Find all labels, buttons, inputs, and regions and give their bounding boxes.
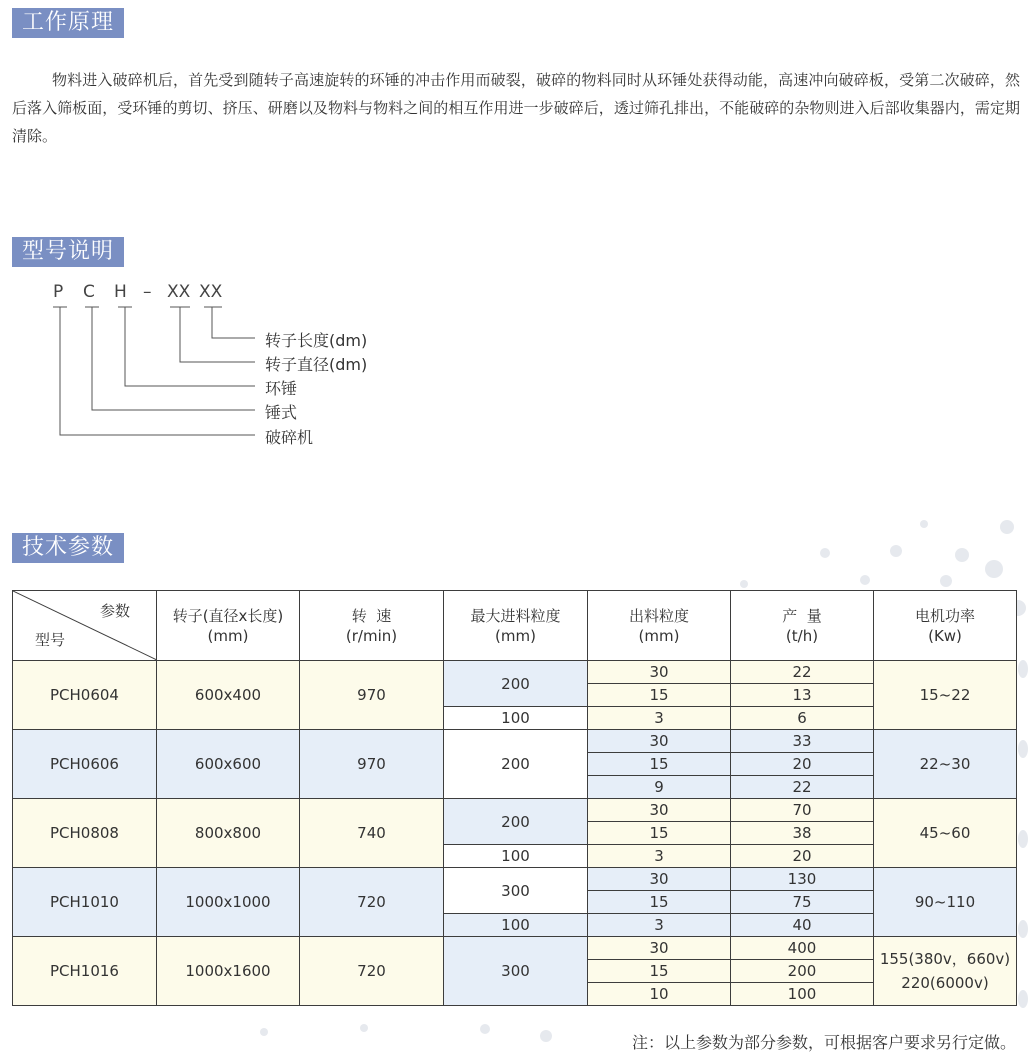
capacity-cell: 20 bbox=[731, 845, 874, 868]
capacity-cell: 200 bbox=[731, 960, 874, 983]
capacity-cell: 20 bbox=[731, 753, 874, 776]
table-header-row bbox=[13, 591, 1017, 661]
feed-cell: 200 bbox=[444, 661, 588, 707]
header-capacity: 产 量 (t/h) bbox=[731, 591, 874, 661]
model-label-ring-hammer: 环锤 bbox=[265, 379, 298, 398]
capacity-cell: 100 bbox=[731, 983, 874, 1006]
capacity-cell: 22 bbox=[731, 661, 874, 684]
header-feed-size: 最大进料粒度 (mm) bbox=[444, 591, 588, 661]
section-title-spec: 技术参数 bbox=[12, 533, 124, 563]
model-label-rotor-length: 转子长度(dm) bbox=[265, 331, 368, 350]
principle-paragraph: 物料进入破碎机后，首先受到随转子高速旋转的环锤的冲击作用而破裂，破碎的物料同时从环锤处获得动能，高速冲向破碎板，受第二次破碎，然后落入筛板面，受环锤的剪切、挤压、研磨以及物料与物料之间的相互作用进一步破碎后，透过筛孔排出，不能破碎的杂物则进入后部收集器内，需定期清除。 bbox=[12, 71, 1020, 145]
output-cell: 3 bbox=[588, 914, 731, 937]
capacity-cell: 38 bbox=[731, 822, 874, 845]
output-cell: 30 bbox=[588, 937, 731, 960]
speed-cell: 720 bbox=[300, 937, 444, 1006]
output-cell: 3 bbox=[588, 845, 731, 868]
output-cell: 15 bbox=[588, 960, 731, 983]
speed-cell: 970 bbox=[300, 730, 444, 799]
model-cell: PCH0606 bbox=[13, 730, 157, 799]
table-row bbox=[13, 730, 1017, 753]
model-label-rotor-diameter: 转子直径(dm) bbox=[265, 355, 368, 374]
capacity-cell: 40 bbox=[731, 914, 874, 937]
header-rotor: 转子(直径x长度) (mm) bbox=[157, 591, 300, 661]
capacity-cell: 6 bbox=[731, 707, 874, 730]
feed-cell: 100 bbox=[444, 845, 588, 868]
rotor-cell: 600x600 bbox=[157, 730, 300, 799]
capacity-cell: 75 bbox=[731, 891, 874, 914]
output-cell: 15 bbox=[588, 822, 731, 845]
output-cell: 9 bbox=[588, 776, 731, 799]
output-cell: 10 bbox=[588, 983, 731, 1006]
output-cell: 30 bbox=[588, 730, 731, 753]
feed-cell: 300 bbox=[444, 937, 588, 1006]
power-cell: 90~110 bbox=[874, 868, 1017, 937]
code-xx-length: XX bbox=[199, 282, 223, 302]
table-row bbox=[13, 937, 1017, 960]
capacity-cell: 13 bbox=[731, 684, 874, 707]
model-cell: PCH1016 bbox=[13, 937, 157, 1006]
model-cell: PCH1010 bbox=[13, 868, 157, 937]
power-value-1: 155(380v，660v) bbox=[879, 950, 1011, 968]
speed-cell: 740 bbox=[300, 799, 444, 868]
header-motor-power: 电机功率 (Kw) bbox=[874, 591, 1017, 661]
capacity-cell: 70 bbox=[731, 799, 874, 822]
capacity-cell: 33 bbox=[731, 730, 874, 753]
output-cell: 30 bbox=[588, 868, 731, 891]
power-cell: 45~60 bbox=[874, 799, 1017, 868]
model-label-crusher: 破碎机 bbox=[265, 428, 314, 447]
model-label-hammer-type: 锤式 bbox=[265, 403, 298, 422]
feed-cell: 200 bbox=[444, 730, 588, 799]
output-cell: 30 bbox=[588, 661, 731, 684]
feed-cell: 200 bbox=[444, 799, 588, 845]
capacity-cell: 400 bbox=[731, 937, 874, 960]
power-value-2: 220(6000v) bbox=[901, 974, 989, 992]
feed-cell: 100 bbox=[444, 707, 588, 730]
code-letter-h: H bbox=[114, 282, 127, 302]
code-letter-p: P bbox=[53, 282, 64, 302]
spec-table bbox=[12, 590, 1017, 1006]
output-cell: 15 bbox=[588, 891, 731, 914]
model-cell: PCH0604 bbox=[13, 661, 157, 730]
power-cell: 22~30 bbox=[874, 730, 1017, 799]
footnote: 注：以上参数为部分参数，可根据客户要求另行定做。 bbox=[631, 1033, 1016, 1052]
speed-cell: 970 bbox=[300, 661, 444, 730]
header-param-label: 参数 bbox=[99, 602, 130, 620]
header-output-size: 出料粒度 (mm) bbox=[588, 591, 731, 661]
table-row bbox=[13, 868, 1017, 891]
code-dash: – bbox=[143, 282, 152, 302]
table-row bbox=[13, 661, 1017, 684]
rotor-cell: 600x400 bbox=[157, 661, 300, 730]
header-model-label: 型号 bbox=[35, 631, 66, 649]
feed-cell: 300 bbox=[444, 868, 588, 914]
power-cell: 15~22 bbox=[874, 661, 1017, 730]
power-cell bbox=[874, 937, 1017, 1006]
model-cell: PCH0808 bbox=[13, 799, 157, 868]
rotor-cell: 1000x1000 bbox=[157, 868, 300, 937]
capacity-cell: 130 bbox=[731, 868, 874, 891]
header-diagonal-cell bbox=[13, 591, 157, 661]
header-speed: 转 速 (r/min) bbox=[300, 591, 444, 661]
speed-cell: 720 bbox=[300, 868, 444, 937]
feed-cell: 100 bbox=[444, 914, 588, 937]
output-cell: 15 bbox=[588, 684, 731, 707]
rotor-cell: 800x800 bbox=[157, 799, 300, 868]
table-row bbox=[13, 799, 1017, 822]
model-code-connector-lines bbox=[0, 0, 1028, 460]
capacity-cell: 22 bbox=[731, 776, 874, 799]
output-cell: 15 bbox=[588, 753, 731, 776]
rotor-cell: 1000x1600 bbox=[157, 937, 300, 1006]
section-title-principle: 工作原理 bbox=[12, 8, 124, 38]
code-letter-c: C bbox=[83, 282, 95, 302]
section-title-model: 型号说明 bbox=[12, 237, 124, 267]
output-cell: 30 bbox=[588, 799, 731, 822]
output-cell: 3 bbox=[588, 707, 731, 730]
code-xx-diameter: XX bbox=[167, 282, 191, 302]
